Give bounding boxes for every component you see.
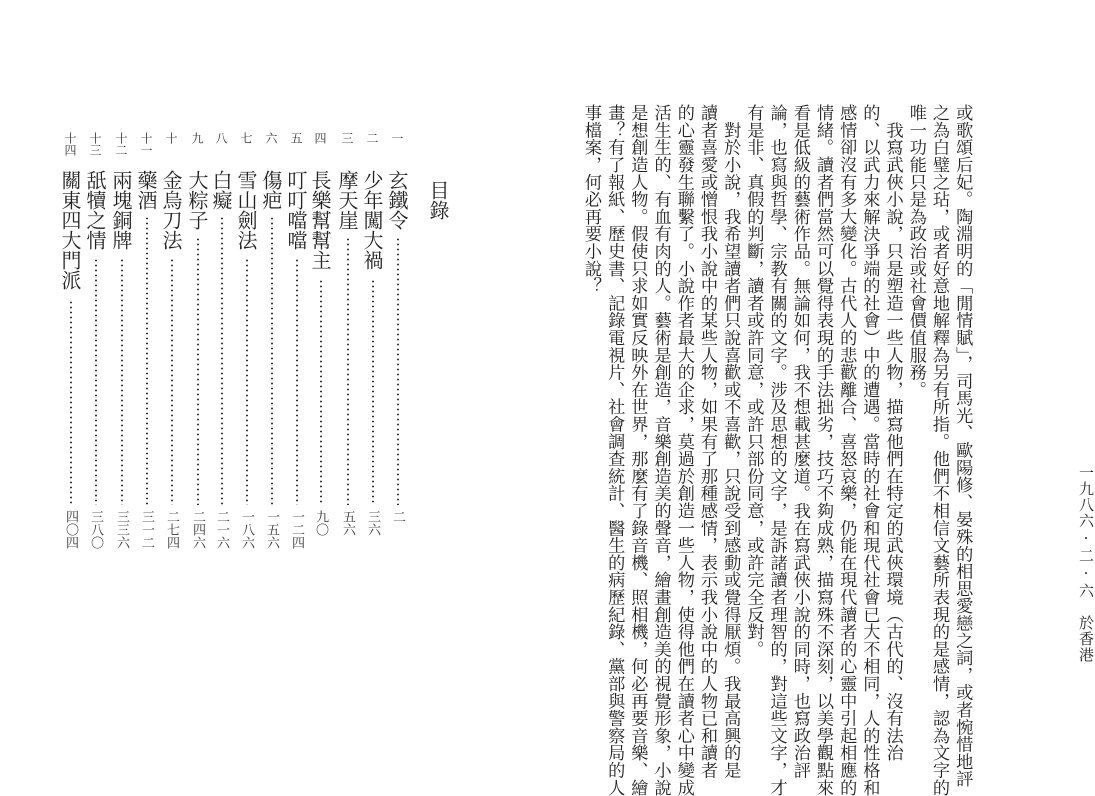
toc-entry-number: 三 [340,132,354,144]
toc-entry-number: 七 [239,132,253,144]
toc-leader-dots [146,216,148,505]
toc-entry-title: 大粽子 [185,170,209,230]
toc-entry-page: 一二四 [289,510,304,549]
toc-entry-number: 二 [365,132,379,144]
toc-leader-dots [347,237,349,505]
toc-entry-number: 十三 [88,132,102,156]
toc-entry-title: 藥酒 [134,170,158,210]
toc-entry-number: 五 [289,132,303,144]
preface-column: 對於小說，我希望讀者們只說喜歡或不喜歡，只說受到感動或覺得厭煩。我最高興的是 [720,104,741,779]
preface-column: 的心靈發生聯繫了。小說作者最大的企求，莫過於創造一些人物，使得他們在讀者心中變成 [673,104,694,796]
toc-entry[interactable] [211,0,233,710]
toc-entry[interactable] [187,0,209,710]
toc-entry-page: 三三六 [114,510,129,549]
toc-entry[interactable] [236,0,258,710]
toc-entry-page: 二四六 [190,510,205,549]
preface-column: 或歌頌后妃。陶淵明的「閒情賦」，司馬光、歐陽修、晏殊的相思愛戀之詞，或者惋惜地評 [952,104,973,788]
toc-leader-dots [121,258,123,505]
toc-entry-title: 叮叮噹噹 [284,170,308,250]
toc-leader-dots [372,279,374,505]
toc-leader-dots [95,258,97,505]
toc-entry-title: 雪山劍法 [234,170,258,250]
toc-entry[interactable] [60,0,82,710]
toc-entry-page: 九〇 [313,510,328,536]
toc-entry-page: 二七四 [164,510,179,549]
toc-leader-dots [397,237,399,505]
toc-entry[interactable] [286,0,308,710]
toc-entry-title: 舐犢之情 [83,170,107,250]
toc-entry-title: 玄鐵令 [385,170,409,230]
preface-column: 畫？有了報紙、歷史書、記錄電視片、社會調查統計、醫生的病歷紀錄、黨部與警察局的人 [604,104,625,796]
preface-column: 唯一功能只是為政治或社會價值服務。 [905,104,926,399]
preface-date-signature: 一九八六·二·六 於香港 [1077,465,1095,663]
toc-entry-page: 一八六 [239,510,254,549]
toc-entry-page: 五六 [340,510,355,536]
toc-title-text: 目錄 [426,180,450,220]
toc-title [428,180,448,220]
toc-entry[interactable] [337,0,359,710]
toc-leader-dots [197,237,199,505]
toc-entry[interactable] [387,0,409,710]
toc-leader-dots [296,258,298,505]
toc-entry[interactable] [310,0,332,710]
toc-entry[interactable] [85,0,107,710]
toc-entry-number: 八 [214,132,228,144]
toc-entry-page: 三八〇 [88,510,103,549]
preface-column: 是想創造人物。假使只求如實反映外在世界，那麼有了錄音機、照相機，何必再要音樂、繪 [627,104,648,796]
toc-entry[interactable] [161,0,183,710]
toc-entry-title: 少年闖大禍 [360,170,384,270]
toc-entry-title: 摩天崖 [335,170,359,230]
toc-entry-number: 十一 [139,132,153,156]
toc-entry-number: 十 [164,132,178,144]
toc-leader-dots [271,216,273,505]
toc-entry-title: 傷疤 [259,170,283,210]
preface-column: 看是低級的藝術作品。無論如何，我不想載甚麼道。我在寫武俠小說的同時，也寫政治評 [789,104,810,779]
toc-entry-number: 四 [313,132,327,144]
preface-column: 感情卻沒有多大變化。古代人的悲歡離合、喜怒哀樂，仍能在現代讀者的心靈中引起相應的 [836,104,857,796]
toc-leader-dots [320,279,322,505]
toc-leader-dots [221,216,223,505]
toc-entry-page: 四〇四 [63,510,78,549]
preface-column: 活生生的、有血有肉的人。藝術是創造，音樂創造美的聲音，繪畫創造美的視覺形象，小說 [650,104,671,796]
toc-entry-title: 長樂幫幫主 [308,170,332,270]
toc-leader-dots [70,300,72,505]
toc-entry-page: 二 [390,510,405,523]
toc-entry[interactable] [362,0,384,710]
toc-entry-number: 十二 [114,132,128,156]
toc-entry[interactable] [261,0,283,710]
preface-column: 我寫武俠小說，只是塑造一些人物，描寫他們在特定的武俠環境（古代的、沒有法治 [882,104,903,762]
toc-entry-title: 白癡 [209,170,233,210]
toc-entry-page: 三六 [365,510,380,536]
toc-leader-dots [246,258,248,505]
toc-entry-page: 二一六 [214,510,229,549]
preface-page [500,0,1095,796]
toc-entry-number: 六 [264,132,278,144]
preface-column: 讀者喜愛或憎恨我小說中的某些人物，如果有了那種感情，表示我小說中的人物已和讀者 [697,104,717,779]
toc-entry-title: 金烏刀法 [159,170,183,250]
preface-column: 之為白璧之玷，或者好意地解釋為另有所指。他們不相信文藝所表現的是感情，認為文字的 [929,104,949,796]
toc-page [0,0,500,710]
preface-column: 事檔案，何必再要小說？ [581,104,601,295]
toc-entry-page: 一五六 [264,510,279,549]
toc-entry-number: 一 [390,132,404,144]
toc-entry[interactable] [111,0,133,710]
toc-entry-number: 十四 [63,132,77,156]
preface-column: 論，也寫與哲學、宗教有關的文字。涉及思想的文字，是訴諸讀者理智的，對這些文字，才 [766,104,787,796]
preface-column: 有是非、真假的判斷，讀者或許同意，或許只部份同意，或許完全反對。 [743,104,764,658]
toc-entry-title: 兩塊銅牌 [109,170,133,250]
toc-entry-number: 九 [190,132,204,144]
toc-entry-page: 三一二 [139,510,154,549]
toc-entry-title: 關東四大門派 [58,170,82,290]
preface-column: 情緒。讀者們當然可以覺得表現的手法拙劣，技巧不夠成熟，描寫殊不深刻，以美學觀點來 [813,104,833,796]
toc-entry[interactable] [136,0,158,710]
toc-leader-dots [171,258,173,505]
preface-column: 的、以武力來解決爭端的社會）中的遭遇。當時的社會和現代社會已大不相同，人的性格和 [859,104,880,796]
